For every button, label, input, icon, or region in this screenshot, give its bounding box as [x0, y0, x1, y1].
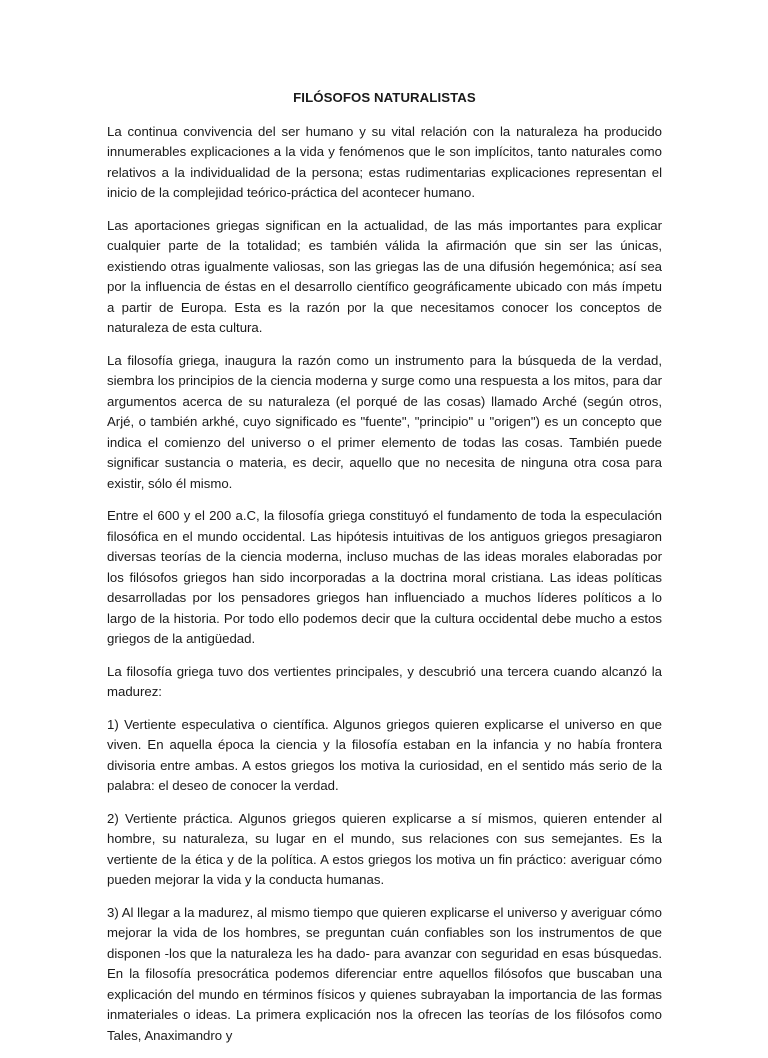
paragraph-greek-philosophy: La filosofía griega, inaugura la razón como un instrumento para la búsqueda de la verdad, siembra los principios de la ciencia moderna y surge como una respuesta a los mitos, para dar argumentos acerca de su naturaleza (el porqué de las cosas) llamado Arché (según otros, Arjé, o también arkhé, cuyo significado es "fuente", "principio" u "origen") es un concepto que indica el comienzo del universo o el primer elemento de todas las cosas. También puede significar sustancia o materia, es decir, aquello que no necesita de ninguna otra cosa para existir, sólo él mismo. — [107, 352, 662, 491]
paragraph-vertiente-1: 1) Vertiente especulativa o científica. Algunos griegos quieren explicarse el universo en que viven. En aquella época la ciencia y la filosofía estaban en la infancia y no había frontera divisoria entre ambas. A estos griegos los motiva la curiosidad, en el sentido más serio de la palabra: el deseo de conocer la verdad. — [107, 716, 662, 793]
paragraph-vertiente-2: 2) Vertiente práctica. Algunos griegos quieren explicarse a sí mismos, quieren entender al hombre, su naturaleza, su lugar en el mundo, sus relaciones con sus semejantes. Es la vertiente de la ética y de la política. A estos griegos los motiva un fin práctico: averiguar cómo pueden mejorar la vida y la conducta humanas. — [107, 810, 662, 887]
paragraph-vertientes-intro: La filosofía griega tuvo dos vertientes principales, y descubrió una tercera cuando alcanzó la madurez: — [107, 663, 662, 699]
document-body — [107, 88, 662, 1058]
paragraph-vertiente-3: 3) Al llegar a la madurez, al mismo tiempo que quieren explicarse el universo y averiguar cómo mejorar la vida de los hombres, se preguntan cuán confiables son los instrumentos de que disponen -los que la naturaleza les ha dado- para avanzar con seguridad en esas búsquedas. En la filosofía presocrática podemos diferenciar entre aquellos filósofos que buscaban una explicación del mundo en términos físicos y quienes subrayaban la importancia de las formas inmateriales o ideas. La primera explicación nos la ofrecen las teorías de los filósofos como Tales, Anaximandro y — [107, 904, 662, 1043]
paragraph-greek-contributions: Las aportaciones griegas significan en la actualidad, de las más importantes para explicar cualquier parte de la totalidad; es también válida la afirmación que sin ser las únicas, existiendo otras igualmente valiosas, son las griegas las de una difusión hegemónica; así sea por la influencia de éstas en el desarrollo científico geográficamente ubicado con más ímpetu a partir de Europa. Esta es la razón por la que necesitamos conocer los conceptos de naturaleza de esta cultura. — [107, 217, 662, 335]
document-title: FILÓSOFOS NATURALISTAS — [293, 90, 476, 105]
paragraph-intro: La continua convivencia del ser humano y su vital relación con la naturaleza ha producido innumerables explicaciones a la vida y fenómenos que le son implícitos, tanto naturales como relativos a la individualidad de la persona; estas rudimentarias explicaciones representan el inicio de la complejidad teórico-práctica del acontecer humano. — [107, 123, 662, 200]
paragraph-history: Entre el 600 y el 200 a.C, la filosofía griega constituyó el fundamento de toda la especulación filosófica en el mundo occidental. Las hipótesis intuitivas de los antiguos griegos presagiaron diversas teorías de la ciencia moderna, incluso muchas de las ideas morales elaboradas por los filósofos griegos han sido incorporadas a la doctrina moral cristiana. Las ideas políticas desarrolladas por los pensadores griegos han influenciado a muchos líderes políticos a lo largo de la historia. Por todo ello podemos decir que la cultura occidental debe mucho a estos griegos de la antigüedad. — [107, 508, 662, 646]
